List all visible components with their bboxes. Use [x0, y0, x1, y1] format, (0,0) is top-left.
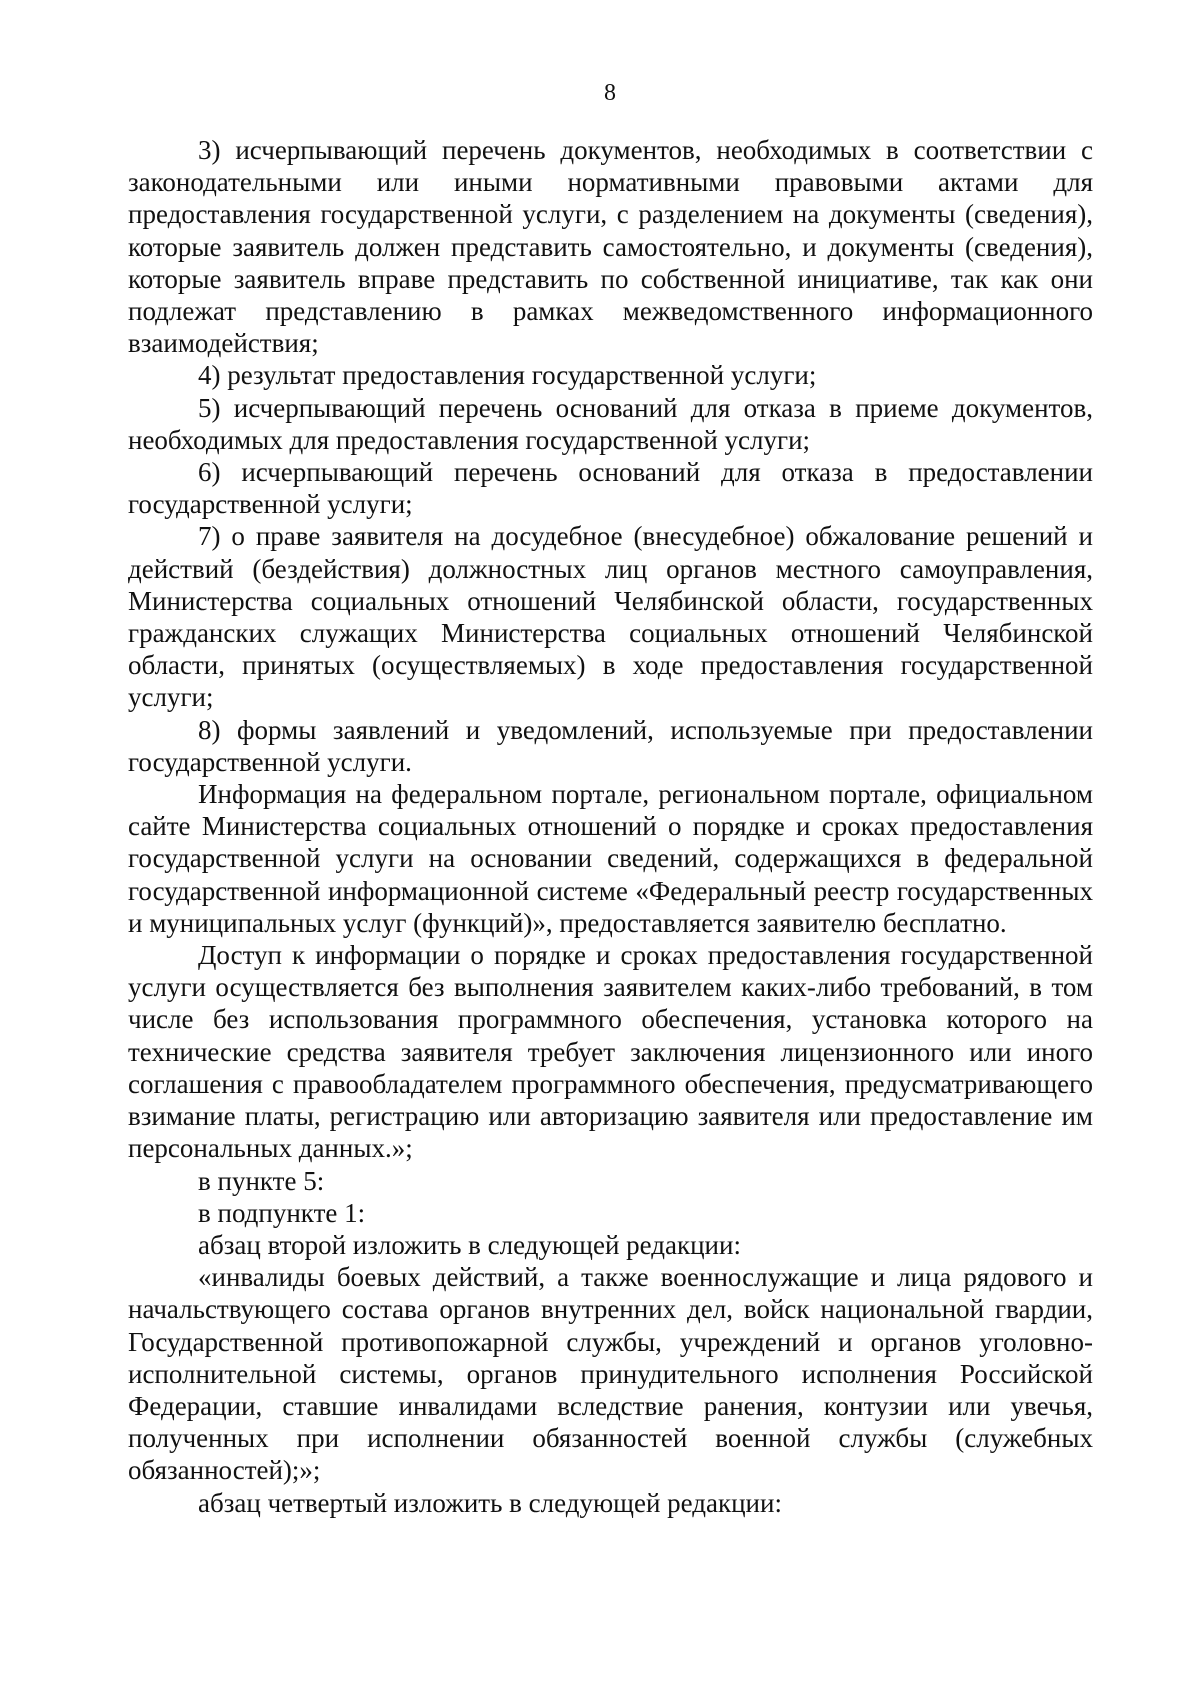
paragraph-information-portal: Информация на федеральном портале, региональном портале, официальном сайте Министерства социальных отношений о порядке и сроках предоставления государственной услуги на основании сведений, содержащихся в федеральной государственной информационной системе «Федеральный реестр государственных и муниципальных услуг (функций)», предоставляется заявителю бесплатно. — [128, 779, 1093, 938]
paragraph-item-6: 6) исчерпывающий перечень оснований для отказа в предоставлении государственной услуги; — [128, 457, 1093, 520]
paragraph-fourth-abzac: абзац четвертый изложить в следующей редакции: — [198, 1487, 782, 1518]
paragraph-item-7: 7) о праве заявителя на досудебное (внесудебное) обжалование решений и действий (бездействия) должностных лиц органов местного самоуправления, Министерства социальных отношений Челябинской области, государственных гражданских служащих Министерства социальных отношений Челябинской области, принятых (осуществляемых) в ходе предоставления государственной услуги; — [128, 521, 1093, 713]
paragraph-in-point-5: в пункте 5: — [198, 1165, 325, 1196]
paragraph-second-abzac: абзац второй изложить в следующей редакции: — [198, 1229, 741, 1260]
paragraph-item-4: 4) результат предоставления государственной услуги; — [198, 360, 817, 391]
paragraph-item-8: 8) формы заявлений и уведомлений, используемые при предоставлении государственной услуги. — [128, 714, 1093, 777]
paragraph-in-subpoint-1: в подпункте 1: — [198, 1197, 366, 1228]
paragraph-item-3: 3) исчерпывающий перечень документов, необходимых в соответствии с законодательными или иными нормативными правовыми актами для предоставления государственной услуги, с разделением на документы (сведения), которые заявитель должен представить самостоятельно, и документы (сведения), которые заявитель вправе представить по собственной инициативе, так как они подлежат представлению в рамках межведомственного информационного взаимодействия; — [128, 135, 1093, 359]
paragraph-item-5: 5) исчерпывающий перечень оснований для отказа в приеме документов, необходимых для предоставления государственной услуги; — [128, 392, 1093, 455]
paragraph-invalids-quote: «инвалиды боевых действий, а также военнослужащие и лица рядового и начальствующего состава органов внутренних дел, войск национальной гвардии, Государственной противопожарной службы, учреждений и органов уголовно-исполнительной системы, органов принудительного исполнения Российской Федерации, ставшие инвалидами вследствие ранения, контузии или увечья, полученных при исполнении обязанностей военной службы (служебных обязанностей);»; — [128, 1262, 1093, 1486]
page-number: 8 — [604, 80, 616, 106]
document-body — [128, 134, 1093, 1519]
paragraph-access-information: Доступ к информации о порядке и сроках предоставления государственной услуги осуществляется без выполнения заявителем каких-либо требований, в том числе без использования программного обеспечения, установка которого на технические средства заявителя требует заключения лицензионного или иного соглашения с правообладателем программного обеспечения, предусматривающего взимание платы, регистрацию или авторизацию заявителя или предоставление им персональных данных.»; — [128, 940, 1093, 1164]
